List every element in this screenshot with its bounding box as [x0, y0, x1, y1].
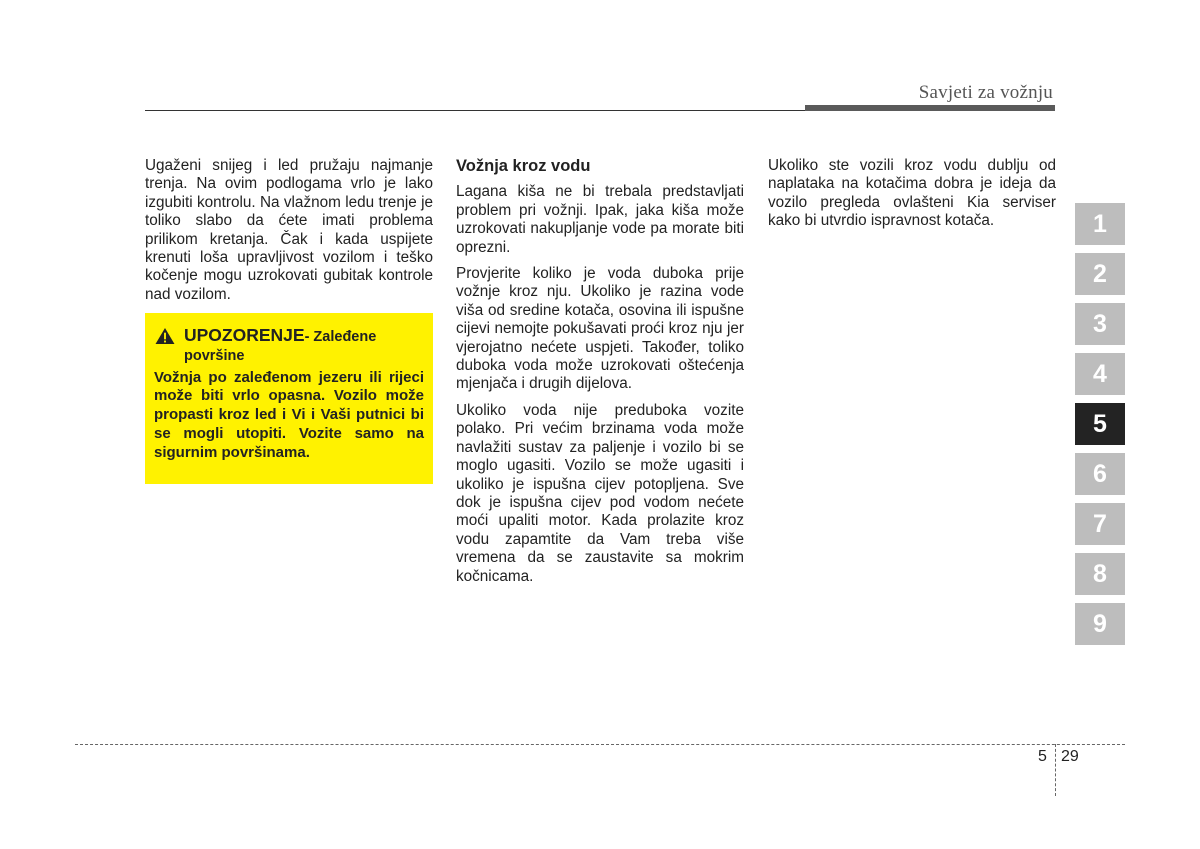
chapter-tabs: [1075, 203, 1125, 653]
warning-triangle-icon: [154, 327, 176, 345]
header-rule: [145, 110, 807, 111]
section-heading: Vožnja kroz vodu: [456, 157, 591, 175]
warning-box: [145, 313, 433, 483]
warning-subtitle-cont: površine: [184, 347, 245, 364]
column-right: [768, 157, 1056, 239]
chapter-tab-4[interactable]: 4: [1075, 353, 1125, 395]
chapter-tab-5[interactable]: 5: [1075, 403, 1125, 445]
footer-rule: [75, 744, 1125, 745]
column-middle: [456, 157, 744, 594]
column-left: [145, 157, 433, 484]
footer-chapter-number: 5: [1038, 748, 1047, 765]
running-header: Savjeti za vožnju: [918, 82, 1053, 103]
warning-body: Vožnja po zaleđenom jezeru ili rijeci može biti vrlo opasna. Vozilo može propasti kroz led i Vi i Vaši putnici bi se mogli utopiti. Vozite samo na sigurnim površinama.: [154, 368, 424, 461]
warning-title: UPOZORENJE: [184, 325, 305, 346]
paragraph-drive-slowly: Ukoliko voda nije preduboka vozite polako. Pri većim brzinama voda može navlažiti sustav za paljenje i vozilo bi se moglo ugasiti. Vozilo se može ugasiti i ukoliko je ispušna cijev potopljena. Sve dok je ispušna cijev pod vodom nećete moći upaliti motor. Kada prolazite kroz vodu zapamtite da Vam treba više vremena da se zaustavite sa mokrim kočnicama.: [456, 401, 744, 585]
footer-divider: [1055, 744, 1056, 796]
footer-page-number: 29: [1061, 748, 1079, 765]
paragraph-water-depth: Provjerite koliko je voda duboka prije vožnje kroz nju. Ukoliko je razina vode viša od sredine kotača, osovina ili ispušne cijevi nemojte pokušavati proći kroz nju jer vjerojatno nećete uspjeti. Također, toliko duboka voda može uzrokovati oštećenja mjenjača i drugih dijelova.: [456, 265, 744, 393]
paragraph-inspection: Ukoliko ste vozili kroz vodu dublju od naplataka na kotačima dobra je ideja da vozilo pregleda ovlašteni Kia serviser kako bi utvrdio ispravnost kotača.: [768, 157, 1056, 230]
chapter-tab-8[interactable]: 8: [1075, 553, 1125, 595]
paragraph-rain: Lagana kiša ne bi trebala predstavljati problem pri vožnji. Ipak, jaka kiša može uzrokovati nakupljanje vode pa morate biti oprezni.: [456, 183, 744, 256]
warning-header: [154, 325, 424, 364]
chapter-tab-1[interactable]: 1: [1075, 203, 1125, 245]
chapter-tab-2[interactable]: 2: [1075, 253, 1125, 295]
chapter-tab-6[interactable]: 6: [1075, 453, 1125, 495]
chapter-tab-3[interactable]: 3: [1075, 303, 1125, 345]
chapter-tab-9[interactable]: 9: [1075, 603, 1125, 645]
paragraph-ice-traction: Ugaženi snijeg i led pružaju najmanje trenja. Na ovim podlogama vrlo je lako izgubiti kontrolu. Na vlažnom ledu trenje je toliko slabo da ćete imati problema prilikom kretanja. Čak i kada uspijete krenuti loša upravljivost vozilom i teško kočenje mogu uzrokovati gubitak kontrole nad vozilom.: [145, 157, 433, 303]
chapter-tab-7[interactable]: 7: [1075, 503, 1125, 545]
header-rule-accent: [805, 105, 1055, 111]
warning-subtitle: - Zaleđene: [304, 329, 377, 346]
